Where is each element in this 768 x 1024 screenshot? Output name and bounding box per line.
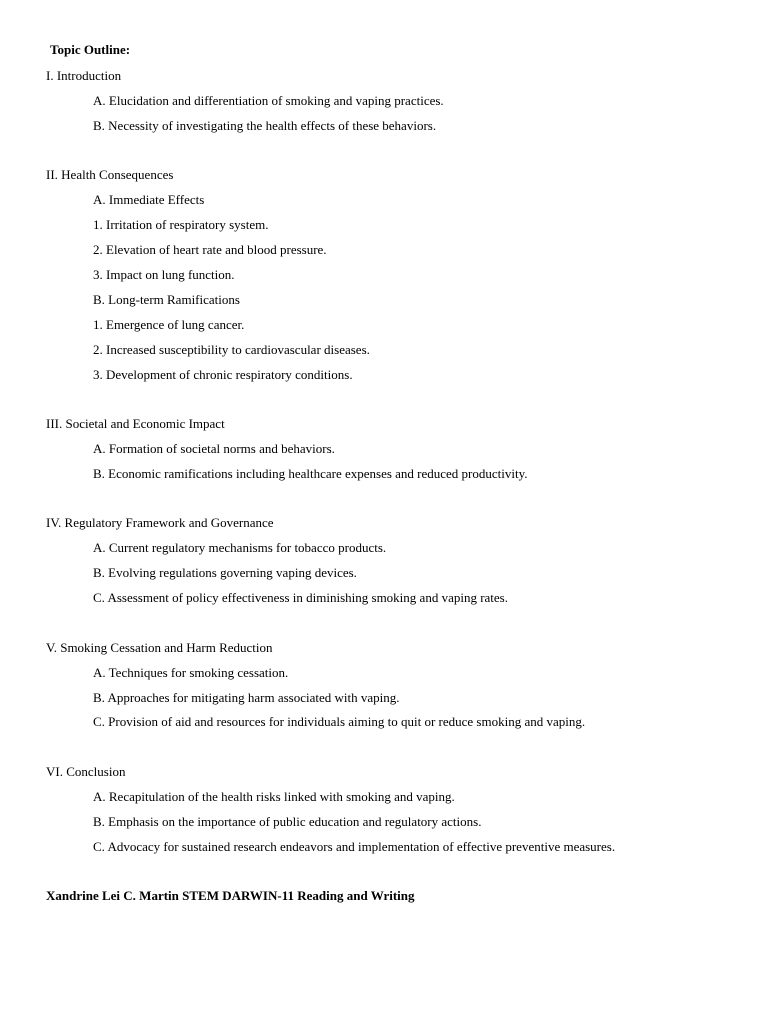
outline-item: 3. Development of chronic respiratory conditions. (93, 367, 353, 382)
outline-item: A. Techniques for smoking cessation. (93, 665, 289, 680)
outline-item: A. Current regulatory mechanisms for tobacco products. (93, 540, 387, 555)
section-heading-societal-economic-impact: III. Societal and Economic Impact (46, 416, 225, 431)
outline-item: C. Provision of aid and resources for individuals aiming to quit or reduce smoking and vaping. (93, 714, 586, 729)
outline-item: A. Immediate Effects (93, 192, 205, 207)
section-heading-health-consequences: II. Health Consequences (46, 167, 174, 182)
outline-item: B. Long-term Ramifications (93, 292, 240, 307)
outline-item: B. Economic ramifications including healthcare expenses and reduced productivity. (93, 466, 528, 481)
outline-item: C. Advocacy for sustained research endeavors and implementation of effective preventive measures. (93, 839, 616, 854)
outline-item: A. Recapitulation of the health risks linked with smoking and vaping. (93, 789, 455, 804)
outline-title: Topic Outline: (50, 42, 131, 57)
outline-item: B. Necessity of investigating the health effects of these behaviors. (93, 118, 437, 133)
outline-item: B. Emphasis on the importance of public education and regulatory actions. (93, 814, 482, 829)
section-heading-smoking-cessation: V. Smoking Cessation and Harm Reduction (46, 640, 273, 655)
author-footer: Xandrine Lei C. Martin STEM DARWIN-11 Reading and Writing (46, 888, 415, 903)
outline-item: B. Evolving regulations governing vaping devices. (93, 565, 357, 580)
section-heading-conclusion: VI. Conclusion (46, 764, 126, 779)
section-heading-regulatory-framework: IV. Regulatory Framework and Governance (46, 515, 274, 530)
outline-item: 2. Elevation of heart rate and blood pressure. (93, 242, 327, 257)
outline-item: 2. Increased susceptibility to cardiovascular diseases. (93, 342, 370, 357)
outline-item: 1. Irritation of respiratory system. (93, 217, 269, 232)
outline-item: 1. Emergence of lung cancer. (93, 317, 245, 332)
outline-item: A. Elucidation and differentiation of smoking and vaping practices. (93, 93, 444, 108)
outline-item: A. Formation of societal norms and behaviors. (93, 441, 335, 456)
section-heading-introduction: I. Introduction (46, 68, 122, 83)
outline-item: 3. Impact on lung function. (93, 267, 235, 282)
outline-item: C. Assessment of policy effectiveness in diminishing smoking and vaping rates. (93, 590, 508, 605)
outline-item: B. Approaches for mitigating harm associated with vaping. (93, 690, 400, 705)
